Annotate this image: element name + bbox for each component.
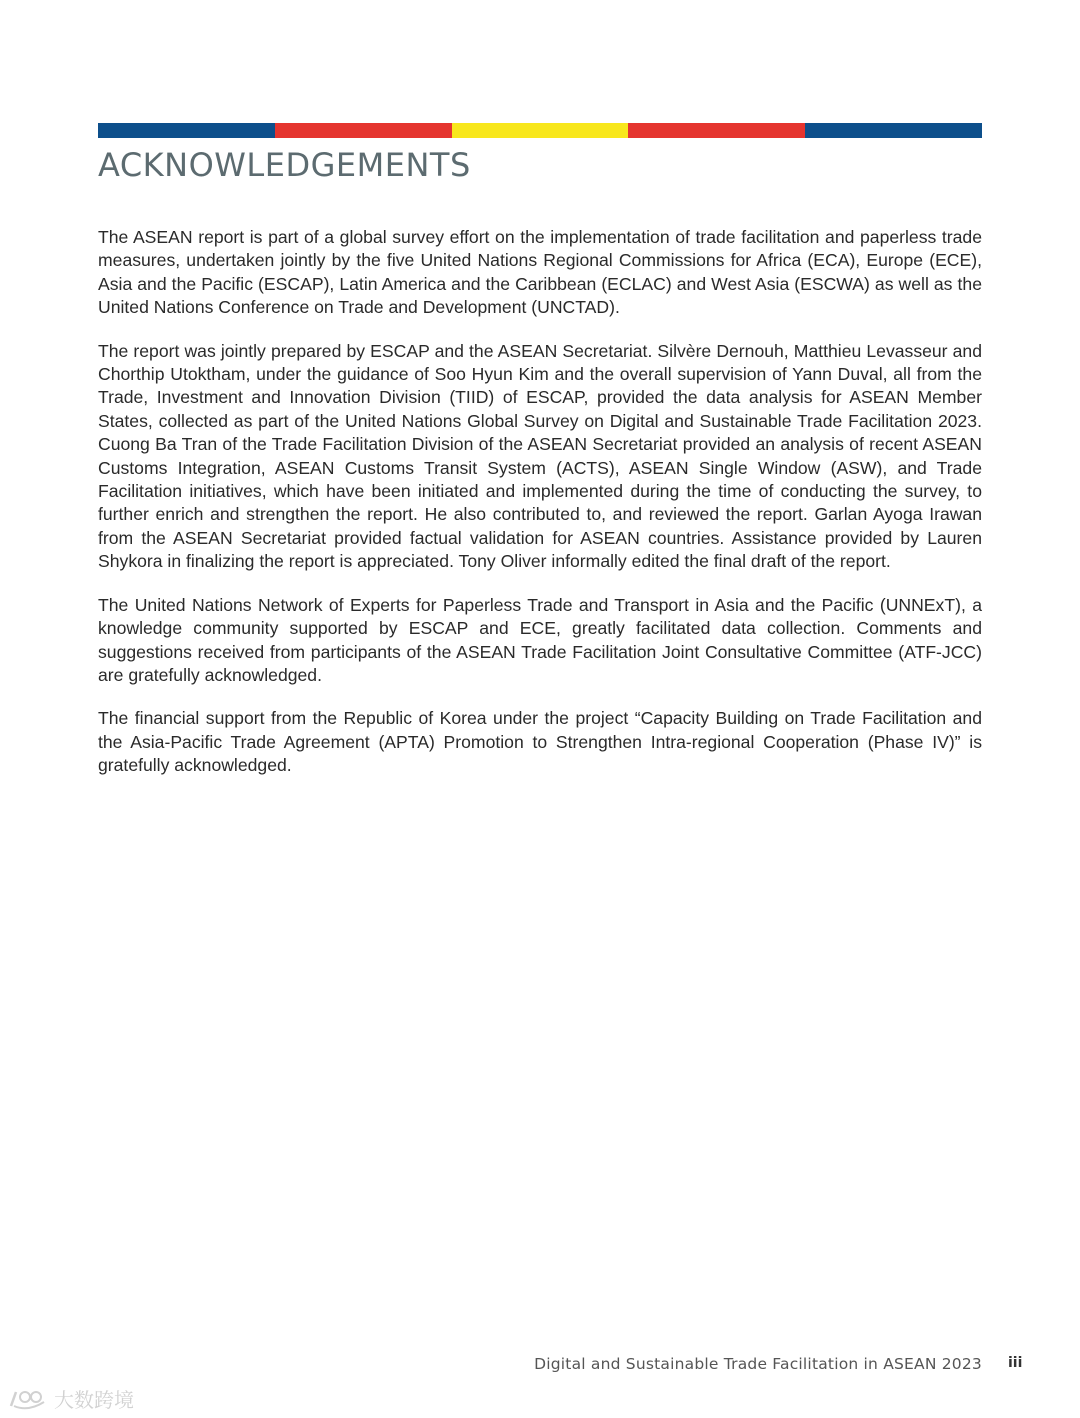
acknowledgements-body [98, 226, 982, 798]
color-bar-segment-4 [628, 123, 805, 138]
footer-running-title: Digital and Sustainable Trade Facilitation in ASEAN 2023 [534, 1355, 982, 1373]
header-color-bar [98, 123, 982, 138]
paragraph-unnext: The United Nations Network of Experts for Paperless Trade and Transport in Asia and the Pacific (UNNExT), a knowledge community supported by ESCAP and ECE, greatly facilitated data collection. Comments and suggestions received from participants of the ASEAN Trade Facilitation Joint Consultative Committee (ATF-JCC) are gratefully acknowledged. [98, 594, 982, 685]
color-bar-segment-3 [452, 123, 629, 138]
watermark-logo-icon [8, 1388, 50, 1410]
color-bar-segment-5 [805, 123, 982, 138]
watermark [8, 1384, 134, 1413]
paragraph-survey-effort: The ASEAN report is part of a global survey effort on the implementation of trade facilitation and paperless trade measures, undertaken jointly by the five United Nations Regional Commissions for Africa (ECA), Europe (ECE), Asia and the Pacific (ESCAP), Latin America and the Caribbean (ECLAC) and West Asia (ESCWA) as well as the United Nations Conference on Trade and Development (UNCTAD). [98, 227, 982, 318]
color-bar-segment-2 [275, 123, 452, 138]
page-title: ACKNOWLEDGEMENTS [98, 146, 471, 184]
paragraph-financial-support: The financial support from the Republic of Korea under the project “Capacity Building on Trade Facilitation and the Asia-Pacific Trade Agreement (APTA) Promotion to Strengthen Intra-regional Cooperation (Phase IV)” is gratefully acknowledged. [98, 708, 982, 776]
page-number: iii [1008, 1355, 1023, 1371]
watermark-text: 大数跨境 [54, 1388, 134, 1412]
color-bar-segment-1 [98, 123, 275, 138]
paragraph-report-authors: The report was jointly prepared by ESCAP and the ASEAN Secretariat. Silvère Dernouh, Matthieu Levasseur and Chorthip Utoktham, under the guidance of Soo Hyun Kim and the overall supervision of Yann Duval, all from the Trade, Investment and Innovation Division (TIID) of ESCAP, provided the data analysis for ASEAN Member States, collected as part of the United Nations Global Survey on Digital and Sustainable Trade Facilitation 2023. Cuong Ba Tran of the Trade Facilitation Division of the ASEAN Secretariat provided an analysis of recent ASEAN Customs Integration, ASEAN Customs Transit System (ACTS), ASEAN Single Window (ASW), and Trade Facilitation initiatives, which have been initiated and implemented during the time of conducting the survey, to further enrich and strengthen the report. He also contributed to, and reviewed the report. Garlan Ayoga Irawan from the ASEAN Secretariat provided factual validation for ASEAN countries. Assistance provided by Lauren Shykora in finalizing the report is appreciated. Tony Oliver informally edited the final draft of the report. [98, 340, 982, 572]
